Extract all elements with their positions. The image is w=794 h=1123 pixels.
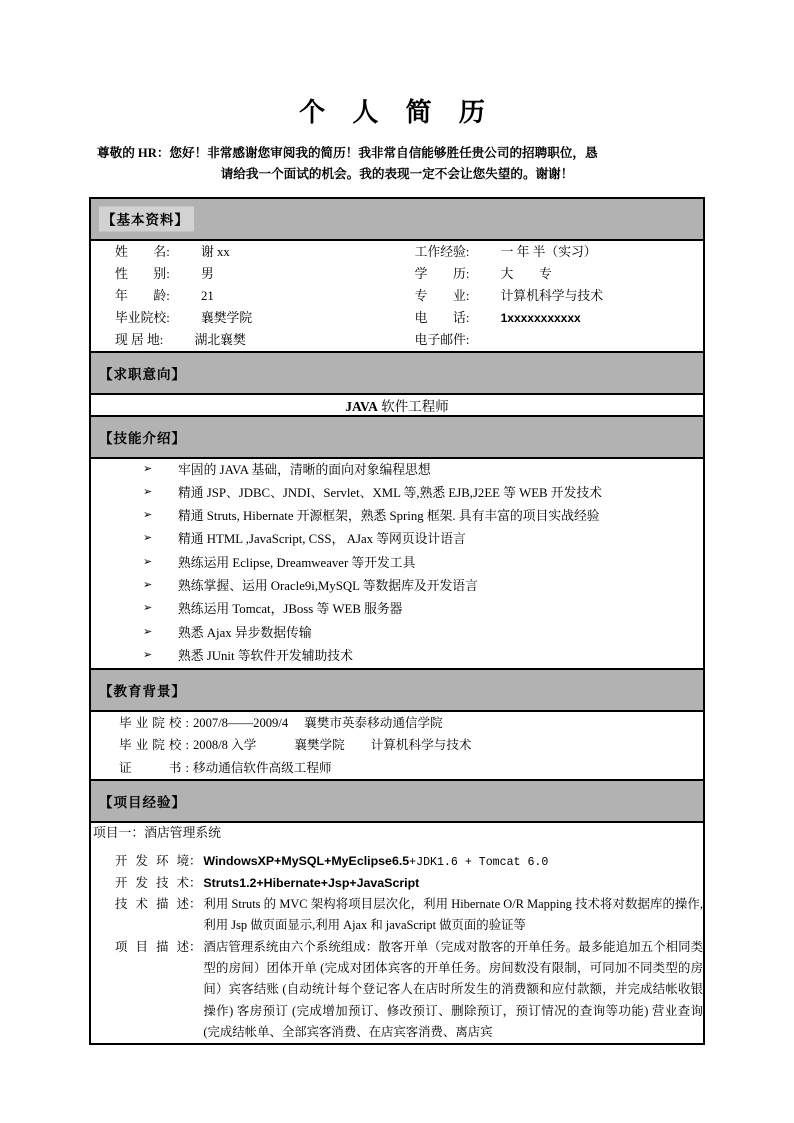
skill-text: 熟练掌握、运用 Oracle9i,MySQL 等数据库及开发语言 xyxy=(178,578,478,593)
info-cell-right xyxy=(403,329,703,351)
project-field-tech-description xyxy=(91,894,703,937)
greeting-line-1: 尊敬的 HR：您好！非常感谢您审阅我的简历！我非常自信能够胜任贵公司的招聘职位，恳 xyxy=(97,146,598,160)
education-label: 毕业院校: xyxy=(119,738,189,753)
project-label: 技术描述 xyxy=(115,897,189,912)
colon: ： xyxy=(189,853,202,868)
value-residence: 湖北襄樊 xyxy=(194,332,246,347)
table-row xyxy=(90,458,704,670)
colon: ： xyxy=(189,897,202,912)
list-item xyxy=(91,622,703,645)
basic-info-body xyxy=(90,240,704,352)
label-phone: 电 话: xyxy=(414,310,470,325)
basic-info-grid xyxy=(91,241,703,351)
table-row xyxy=(91,329,703,351)
certificate-label: 证 书: xyxy=(119,760,189,775)
section-label-education: 【教育背景】 xyxy=(99,684,186,700)
table-row xyxy=(90,822,704,1044)
section-header-skills xyxy=(90,416,704,458)
project-title: 项目一：酒店管理系统 xyxy=(93,826,221,841)
bullet-arrow-icon: ➢ xyxy=(143,484,153,498)
skill-text: 精通 HTML ,JavaScript, CSS， AJax 等网页设计语言 xyxy=(178,532,466,547)
table-row xyxy=(91,263,703,285)
greeting-line-2: 请给我一个面试的机会。我的表现一定不会让您失望的。谢谢！ xyxy=(220,166,574,181)
value-major: 计算机科学与技术 xyxy=(500,288,603,303)
resume-table xyxy=(89,197,705,1046)
education-entry xyxy=(91,757,703,779)
bullet-arrow-icon: ➢ xyxy=(143,531,153,545)
project-body xyxy=(90,822,704,1044)
bullet-arrow-icon: ➢ xyxy=(143,554,153,568)
section-label-basic-info: 【基本资料】 xyxy=(99,206,194,231)
value-gender: 男 xyxy=(200,266,214,281)
bullet-arrow-icon: ➢ xyxy=(143,508,153,522)
bullet-arrow-icon: ➢ xyxy=(143,647,153,661)
colon: ： xyxy=(189,875,202,890)
project-label: 项目描述 xyxy=(115,939,189,954)
skill-text: 熟悉 Ajax 异步数据传输 xyxy=(178,625,312,640)
info-cell-right xyxy=(403,263,703,285)
education-school: 襄樊学院 xyxy=(294,738,345,753)
section-header-job-intention xyxy=(90,352,704,394)
info-cell-left xyxy=(91,241,403,263)
bullet-arrow-icon: ➢ xyxy=(143,577,153,591)
skill-text: 精通 Struts, Hibernate 开源框架，熟悉 Spring 框架. 具有丰富的项目实战经验 xyxy=(178,509,600,524)
table-row xyxy=(90,352,704,394)
job-intention-body xyxy=(90,394,704,416)
education-label: 毕业院校: xyxy=(119,716,189,731)
value-education-level: 大 专 xyxy=(500,266,552,281)
job-intention-value-bold: JAVA xyxy=(345,398,378,414)
skills-body xyxy=(90,458,704,670)
info-cell-left xyxy=(91,307,403,329)
info-cell-right xyxy=(403,307,703,329)
education-date: 2007/8——2009/4 xyxy=(193,716,289,731)
education-entry xyxy=(91,734,703,756)
job-intention-value-rest: 软件工程师 xyxy=(377,398,449,414)
project-field-environment xyxy=(91,851,703,873)
table-row xyxy=(90,711,704,780)
list-item xyxy=(91,482,703,505)
education-school: 襄樊市英泰移动通信学院 xyxy=(304,716,443,731)
section-label-project: 【项目经验】 xyxy=(99,795,186,811)
table-row xyxy=(91,285,703,307)
label-gender: 性 别: xyxy=(115,266,170,281)
value-phone: 1xxxxxxxxxxx xyxy=(500,310,581,325)
colon: ： xyxy=(189,939,202,954)
project-label: 开发环境 xyxy=(115,853,189,868)
list-item xyxy=(91,528,703,551)
list-item xyxy=(91,645,703,668)
skill-text: 熟悉 JUnit 等软件开发辅助技术 xyxy=(178,648,353,663)
label-name: 姓 名: xyxy=(115,244,170,259)
label-age: 年 龄: xyxy=(115,288,170,303)
project-env-mono: +JDK1.6 + Tomcat 6.0 xyxy=(409,855,549,869)
info-cell-left xyxy=(91,263,403,285)
table-row xyxy=(91,241,703,263)
education-entry xyxy=(91,712,703,734)
section-header-project xyxy=(90,780,704,822)
greeting-paragraph xyxy=(97,143,697,185)
section-header-basic-info xyxy=(90,198,704,240)
skill-text: 熟练运用 Tomcat，JBoss 等 WEB 服务器 xyxy=(178,602,403,617)
info-cell-left xyxy=(91,285,403,307)
education-major: 计算机科学与技术 xyxy=(370,738,472,753)
project-field-description xyxy=(91,937,703,1044)
certificate-value: 移动通信软件高级工程师 xyxy=(193,760,332,775)
bullet-arrow-icon: ➢ xyxy=(143,461,153,475)
project-field-technology xyxy=(91,873,703,894)
bullet-arrow-icon: ➢ xyxy=(143,624,153,638)
list-item xyxy=(91,459,703,482)
label-education-level: 学 历: xyxy=(414,266,470,281)
value-age: 21 xyxy=(200,288,214,303)
table-row xyxy=(90,394,704,416)
bullet-arrow-icon: ➢ xyxy=(143,601,153,615)
skill-text: 牢固的 JAVA 基础，清晰的面向对象编程思想 xyxy=(178,462,431,477)
section-label-skills: 【技能介绍】 xyxy=(99,430,186,446)
project-tech-bold: Struts1.2+Hibernate+Jsp+JavaScript xyxy=(203,875,420,890)
info-cell-right xyxy=(403,285,703,307)
project-description-text: 酒店管理系统由六个系统组成：散客开单（完成对散客的开单任务。最多能追加五个相同类型的房间）团体开单 (完成对团体宾客的开单任务。房间数没有限制，可同加不同类型的房间）宾客结账 (自动统计每个登记客人在店时所发生的消费额和应付款额，并完成结帐收银操作) 客房预订 (完成增加预订、修改预订、删除预订，预订情况的查询等功能) 营业查询 (完成结帐单、全部宾客消费、在店宾客消费、离店宾 xyxy=(203,939,703,1039)
label-residence: 现 居 地: xyxy=(115,332,164,347)
project-value xyxy=(201,873,703,894)
value-work-experience: 一 年 半（实习） xyxy=(500,244,597,259)
list-item xyxy=(91,575,703,598)
value-name: 谢 xx xyxy=(200,244,230,259)
info-cell-right xyxy=(403,241,703,263)
section-header-education xyxy=(90,669,704,711)
table-row xyxy=(91,307,703,329)
label-work-experience: 工作经验: xyxy=(414,244,470,259)
value-school: 襄樊学院 xyxy=(200,310,253,325)
skill-text: 熟练运用 Eclipse, Dreamweaver 等开发工具 xyxy=(178,555,416,570)
project-tech-description-text: 利用 Struts 的 MVC 架构将项目层次化，利用 Hibernate O/R Mapping 技术将对数据库的操作,利用 Jsp 做页面显示,利用 Ajax 和 javaScript 做页面的验证等 xyxy=(203,897,703,933)
table-row xyxy=(90,780,704,822)
label-email: 电子邮件: xyxy=(414,332,470,347)
skill-text: 精通 JSP、JDBC、JNDI、Servlet、XML 等,熟悉 EJB,J2EE 等 WEB 开发技术 xyxy=(178,485,602,500)
project-env-bold: WindowsXP+MySQL+MyEclipse6.5 xyxy=(203,853,410,868)
project-value xyxy=(201,851,703,873)
table-row xyxy=(90,198,704,240)
education-body xyxy=(90,711,704,780)
table-row xyxy=(90,669,704,711)
value-email xyxy=(469,333,497,347)
education-date: 2008/8 入学 xyxy=(193,738,257,753)
label-school: 毕业院校: xyxy=(115,310,170,325)
list-item xyxy=(91,598,703,621)
table-row xyxy=(90,240,704,352)
info-cell-left xyxy=(91,329,403,351)
section-label-job-intention: 【求职意向】 xyxy=(99,366,186,382)
label-major: 专 业: xyxy=(414,288,470,303)
list-item xyxy=(91,552,703,575)
page-title: 个 人 简 历 xyxy=(299,97,495,127)
project-label: 开发技术 xyxy=(115,875,189,890)
table-row xyxy=(90,416,704,458)
list-item xyxy=(91,505,703,528)
